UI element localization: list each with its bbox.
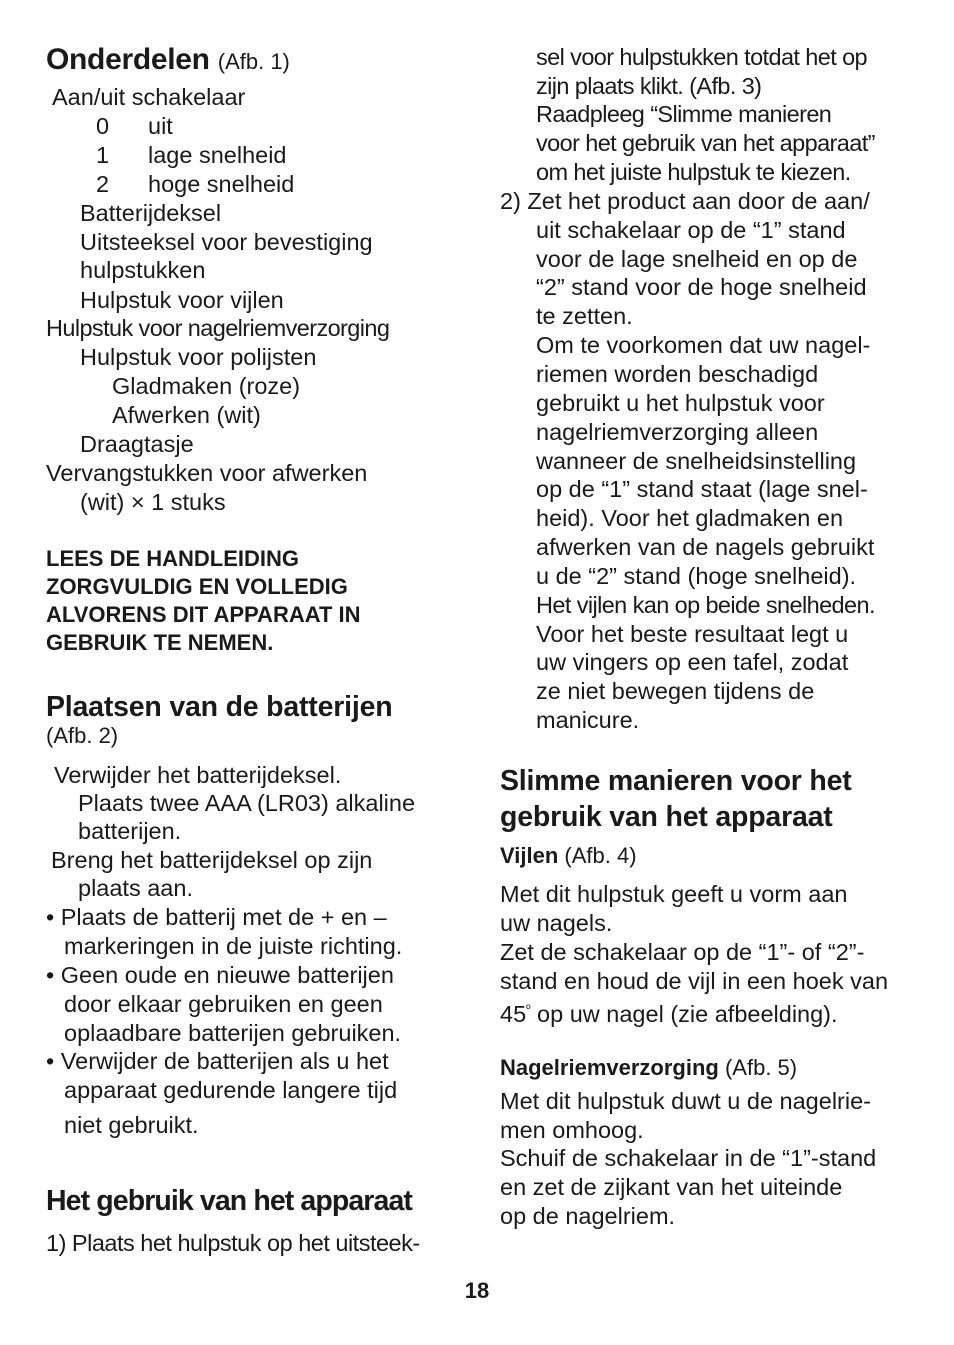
- vijlen-line-1: Met dit hulpstuk geeft u vorm aan: [500, 881, 848, 907]
- nagel-line-1: Met dit hulpstuk duwt u de nagelrie-: [500, 1088, 871, 1114]
- part-switch-pos-0-label: uit: [148, 113, 173, 139]
- battery-bullet-2-cont: door elkaar gebruiken en geen: [64, 991, 383, 1017]
- battery-bullet-2-cont2: oplaadbare batterijen gebruiken.: [64, 1020, 402, 1046]
- part-finishing: Afwerken (wit): [112, 402, 261, 428]
- nagel-line-4: en zet de zijkant van het uiteinde: [500, 1174, 843, 1200]
- parts-heading-afb: (Afb. 1): [217, 49, 290, 74]
- parts-heading-title: Onderdelen: [46, 43, 210, 76]
- usage-step-2-cont-16: uw vingers op een tafel, zodat: [536, 649, 849, 675]
- batteries-heading: Plaatsen van de batterijen: [46, 691, 393, 723]
- degree-sign: º: [526, 1002, 531, 1016]
- usage-step-2-cont-4: te zetten.: [536, 303, 633, 329]
- usage-step-1-cont-3: Raadpleeg “Slimme manieren: [536, 101, 832, 127]
- usage-step-2-cont-6: riemen worden beschadigd: [536, 361, 819, 387]
- battery-bullet-2: • Geen oude en nieuwe batterijen: [46, 962, 394, 988]
- part-replacement: Vervangstukken voor afwerken: [46, 460, 368, 486]
- nagel-line-5: op de nagelriem.: [500, 1203, 676, 1229]
- nagel-line-2: men omhoog.: [500, 1117, 644, 1143]
- part-switch-pos-2: 2: [96, 171, 110, 197]
- part-replacement-cont: (wit) × 1 stuks: [80, 489, 226, 515]
- battery-step-1: Verwijder het batterijdeksel.: [54, 762, 342, 788]
- usage-step-2-cont-11: heid). Voor het gladmaken en: [536, 505, 844, 531]
- usage-heading: Het gebruik van het apparaat: [46, 1185, 412, 1217]
- vijlen-subheading: [500, 841, 637, 870]
- vijlen-line-5: [500, 995, 838, 1029]
- usage-step-1-cont-4: voor het gebruik van het apparaat”: [536, 130, 875, 156]
- warning-line-3: ALVORENS DIT APPARAAT IN: [46, 602, 361, 627]
- part-attachment-shaft: Uitsteeksel voor bevestiging: [80, 229, 373, 255]
- nagel-line-3: Schuif de schakelaar in de “1”-stand: [500, 1145, 877, 1171]
- nagel-subheading: [500, 1053, 797, 1082]
- part-battery-cover: Batterijdeksel: [80, 200, 222, 226]
- vijlen-afb: (Afb. 4): [564, 843, 637, 868]
- usage-step-2-cont-5: Om te voorkomen dat uw nagel-: [536, 332, 871, 358]
- part-polish: Hulpstuk voor polijsten: [80, 344, 317, 370]
- usage-step-2-cont-13: u de “2” stand (hoge snelheid).: [536, 563, 857, 589]
- smart-heading-line-1: Slimme manieren voor het: [500, 765, 852, 797]
- usage-step-1-cont-5: om het juiste hulpstuk te kiezen.: [536, 159, 851, 185]
- page-number: 18: [464, 1278, 490, 1303]
- usage-step-2-cont-18: manicure.: [536, 707, 640, 733]
- battery-bullet-3-cont2: niet gebruikt.: [64, 1112, 199, 1138]
- vijlen-line-4: stand en houd de vijl in een hoek van: [500, 968, 889, 994]
- part-attachment-shaft-cont: hulpstukken: [80, 257, 206, 283]
- part-cuticle: Hulpstuk voor nagelriemverzorging: [46, 315, 390, 341]
- usage-step-2-cont-12: afwerken van de nagels gebruikt: [536, 534, 875, 560]
- part-switch: Aan/uit schakelaar: [52, 84, 246, 110]
- part-smoothing: Gladmaken (roze): [112, 373, 301, 399]
- batteries-afb: (Afb. 2): [46, 723, 119, 748]
- warning-line-2: ZORGVULDIG EN VOLLEDIG: [46, 574, 348, 599]
- usage-step-2-cont-1: uit schakelaar op de “1” stand: [536, 217, 846, 243]
- part-file: Hulpstuk voor vijlen: [80, 287, 284, 313]
- warning-line-4: GEBRUIK TE NEMEN.: [46, 630, 274, 655]
- battery-step-2-cont: batterijen.: [78, 818, 182, 844]
- battery-bullet-3: • Verwijder de batterijen als u het: [46, 1048, 389, 1074]
- part-switch-pos-0: 0: [96, 113, 110, 139]
- part-switch-pos-1-label: lage snelheid: [148, 142, 287, 168]
- battery-step-3: Breng het batterijdeksel op zijn: [51, 847, 373, 873]
- usage-step-2-cont-10: op de “1” stand staat (lage snel-: [536, 476, 868, 502]
- usage-step-2: 2) Zet het product aan door de aan/: [500, 188, 870, 214]
- usage-step-2-cont-7: gebruikt u het hulpstuk voor: [536, 390, 825, 416]
- battery-step-2: Plaats twee AAA (LR03) alkaline: [78, 790, 416, 816]
- battery-bullet-1: • Plaats de batterij met de + en –: [46, 904, 387, 930]
- usage-step-1-cont-2: zijn plaats klikt. (Afb. 3): [536, 73, 762, 99]
- usage-step-2-cont-8: nagelriemverzorging alleen: [536, 419, 819, 445]
- part-switch-pos-1: 1: [96, 142, 110, 168]
- battery-bullet-1-cont: markeringen in de juiste richting.: [64, 933, 403, 959]
- vijlen-line-5-rest: op uw nagel (zie afbeelding).: [530, 1001, 838, 1027]
- vijlen-label: Vijlen: [500, 843, 559, 868]
- part-pouch: Draagtasje: [80, 431, 194, 457]
- nagel-afb: (Afb. 5): [724, 1055, 798, 1080]
- usage-step-2-cont-9: wanneer de snelheidsinstelling: [536, 448, 857, 474]
- smart-heading-line-2: gebruik van het apparaat: [500, 801, 833, 833]
- parts-heading: [46, 42, 290, 80]
- usage-step-1-cont-1: sel voor hulpstukken totdat het op: [536, 44, 868, 70]
- usage-step-2-cont-3: “2” stand voor de hoge snelheid: [536, 274, 867, 300]
- usage-step-2-cont-14: Het vijlen kan op beide snelheden.: [536, 592, 875, 618]
- usage-step-2-cont-2: voor de lage snelheid en op de: [536, 246, 858, 272]
- battery-bullet-3-cont: apparaat gedurende langere tijd: [64, 1077, 398, 1103]
- usage-step-2-cont-15: Voor het beste resultaat legt u: [536, 621, 849, 647]
- usage-step-1: 1) Plaats het hulpstuk op het uitsteek-: [46, 1230, 420, 1256]
- battery-step-3-cont: plaats aan.: [78, 875, 193, 901]
- usage-step-2-cont-17: ze niet bewegen tijdens de: [536, 678, 815, 704]
- vijlen-line-2: uw nagels.: [500, 910, 613, 936]
- vijlen-line-3: Zet de schakelaar op de “1”- of “2”-: [500, 939, 865, 965]
- nagel-label: Nagelriemverzorging: [500, 1055, 719, 1080]
- part-switch-pos-2-label: hoge snelheid: [148, 171, 295, 197]
- warning-line-1: LEES DE HANDLEIDING: [46, 546, 300, 571]
- angle-value: 45: [500, 1001, 527, 1027]
